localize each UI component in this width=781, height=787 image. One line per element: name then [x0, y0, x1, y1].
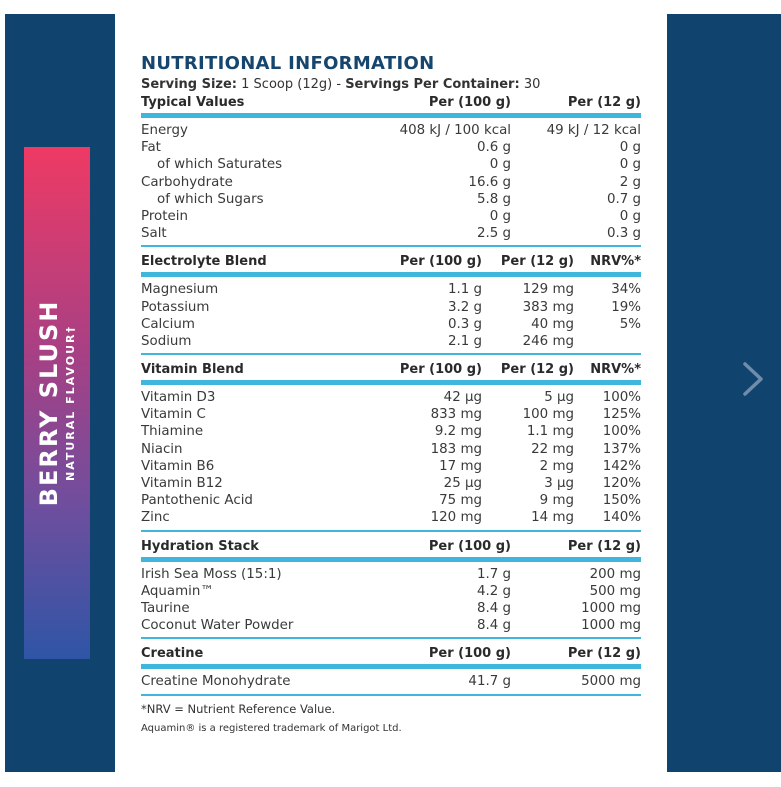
- nutrient-row: [141, 174, 641, 191]
- nutrient-name: Creatine Monohydrate: [141, 674, 291, 690]
- nutrient-per12: 0.3 g: [606, 226, 641, 242]
- vitamin-rows: [141, 385, 641, 532]
- nutrient-name: Niacin: [141, 441, 183, 457]
- nutrient-name: of which Sugars: [157, 191, 264, 207]
- nutrient-name: Taurine: [141, 600, 190, 616]
- nutrition-label: [141, 52, 641, 736]
- nutrient-row: [141, 389, 641, 406]
- column-header-name: Vitamin Blend: [141, 362, 244, 378]
- column-header-name: Creatine: [141, 646, 204, 662]
- nutrient-per12: 0 g: [619, 157, 641, 173]
- nutrient-nrv: 150%: [602, 493, 641, 509]
- label-title: NUTRITIONAL INFORMATION: [141, 53, 435, 74]
- column-header-name: Typical Values: [141, 95, 245, 110]
- column-header-nrv: NRV%*: [590, 362, 641, 378]
- nutrient-per12: 40 mg: [531, 316, 574, 332]
- nutrient-per12: 383 mg: [522, 299, 574, 315]
- nutrient-per100: 0.3 g: [447, 316, 482, 332]
- nutrient-row: [141, 122, 641, 139]
- nutrient-nrv: 140%: [602, 510, 641, 526]
- nutrient-per12: 5 µg: [544, 390, 574, 406]
- serving-size-value: 1 Scoop (12g): [241, 77, 333, 92]
- nutrient-row: [141, 406, 641, 423]
- creatine-header: [141, 644, 641, 669]
- nutrient-name: Vitamin C: [141, 407, 206, 423]
- nutrient-per100: 3.2 g: [447, 299, 482, 315]
- nutrient-per12: 1000 mg: [581, 600, 641, 616]
- nutrient-per100: 2.1 g: [447, 333, 482, 349]
- servings-label: Servings Per Container:: [345, 77, 520, 92]
- nutrient-row: [141, 509, 641, 526]
- column-header-nrv: NRV%*: [590, 254, 641, 270]
- nutrient-nrv: [574, 333, 641, 350]
- column-header-name: Electrolyte Blend: [141, 254, 267, 270]
- column-header-per12: Per (12 g): [567, 95, 641, 110]
- typical-values-rows: [141, 118, 641, 247]
- nutrient-nrv: 34%: [611, 282, 641, 298]
- nutrient-name: Aquamin™: [141, 583, 214, 599]
- nutrient-per12: 2 mg: [539, 458, 574, 474]
- flavour-note: NATURAL FLAVOUR†: [64, 325, 77, 481]
- nutrient-name: Pantothenic Acid: [141, 493, 253, 509]
- trademark-note: Aquamin® is a registered trademark of Marigot Ltd.: [141, 722, 402, 734]
- nutrient-row: [141, 225, 641, 242]
- nutrient-per12: 49 kJ / 12 kcal: [546, 123, 641, 138]
- nutrient-row: [141, 673, 641, 690]
- serving-info: [141, 76, 641, 93]
- column-header-per12: Per (12 g): [567, 538, 641, 554]
- nutrient-name: Coconut Water Powder: [141, 618, 294, 634]
- nutrient-name: Vitamin B12: [141, 476, 223, 491]
- nutrient-per12: 1000 mg: [581, 618, 641, 634]
- nutrient-per100: 8.4 g: [476, 618, 511, 634]
- column-header-name: Hydration Stack: [141, 538, 259, 554]
- nutrient-per100: 9.2 mg: [434, 424, 482, 440]
- electrolyte-header: [141, 252, 641, 277]
- nutrient-name: of which Saturates: [157, 157, 283, 173]
- column-header-per100: Per (100 g): [428, 538, 511, 554]
- nutrient-per100: 0.6 g: [476, 140, 511, 156]
- column-header-per12: Per (12 g): [567, 646, 641, 662]
- nutrient-per100: 1.7 g: [476, 566, 511, 582]
- nutrient-name: Calcium: [141, 316, 195, 332]
- nutrient-row: [141, 316, 641, 333]
- nutrient-name: Sodium: [141, 333, 192, 349]
- nutrient-per12: 500 mg: [589, 583, 641, 599]
- typical-values-header: [141, 93, 641, 118]
- nutrient-per100: 1.1 g: [447, 282, 482, 298]
- nutrient-row: [141, 281, 641, 298]
- column-header-per100: Per (100 g): [399, 254, 482, 270]
- vitamin-header: [141, 360, 641, 385]
- nutrient-per12: 0 g: [619, 208, 641, 224]
- nutrient-nrv: 19%: [611, 299, 641, 315]
- nutrient-name: Protein: [141, 208, 188, 224]
- flavour-label: [36, 300, 78, 507]
- nutrient-per12: 129 mg: [522, 282, 574, 298]
- serving-separator: -: [336, 77, 342, 92]
- nutrient-row: [141, 600, 641, 617]
- nutrient-nrv: 120%: [602, 476, 641, 491]
- flavour-name: BERRY SLUSH: [35, 299, 63, 507]
- nutrient-per100: 2.5 g: [476, 226, 511, 242]
- nutrient-per12: 200 mg: [589, 566, 641, 582]
- nutrient-per100: 17 mg: [439, 458, 482, 474]
- nutrient-row: [141, 475, 641, 492]
- nutrient-row: [141, 299, 641, 316]
- nutrient-per12: 1.1 mg: [526, 424, 574, 440]
- nutrient-row: [141, 458, 641, 475]
- column-header-per100: Per (100 g): [428, 646, 511, 662]
- nutrient-row: [141, 441, 641, 458]
- creatine-rows: [141, 669, 641, 695]
- nutrient-per100: 0 g: [489, 208, 511, 224]
- nutrient-name: Zinc: [141, 510, 170, 526]
- nutrient-row: [141, 566, 641, 583]
- nutrient-name: Magnesium: [141, 282, 219, 298]
- nutrient-per12: 14 mg: [531, 510, 574, 526]
- hydration-header: [141, 537, 641, 562]
- servings-value: 30: [523, 77, 541, 92]
- nutrient-name: Vitamin D3: [141, 390, 216, 406]
- nutrient-row: [141, 156, 641, 173]
- nutrient-per12: 100 mg: [522, 407, 574, 423]
- hydration-rows: [141, 562, 641, 640]
- nutrient-name: Irish Sea Moss (15:1): [141, 566, 282, 582]
- serving-size-label: Serving Size:: [141, 77, 238, 92]
- electrolyte-rows: [141, 277, 641, 355]
- nutrient-name: Salt: [141, 226, 167, 242]
- nutrient-row: [141, 617, 641, 634]
- nutrient-per100: 0 g: [489, 157, 511, 173]
- nutrient-name: Fat: [141, 140, 161, 156]
- nutrient-row: [141, 333, 641, 350]
- nutrient-per12: 5000 mg: [581, 674, 641, 690]
- nutrient-nrv: 100%: [602, 424, 641, 440]
- nutrient-nrv: 125%: [602, 407, 641, 423]
- nutrient-per100: 42 µg: [443, 390, 482, 406]
- nutrient-name: Energy: [141, 123, 188, 138]
- nutrient-per12: 0.7 g: [606, 191, 641, 207]
- column-header-per12: Per (12 g): [500, 362, 574, 378]
- nutrient-per100: 183 mg: [430, 441, 482, 457]
- nutrient-row: [141, 423, 641, 440]
- column-header-per100: Per (100 g): [428, 95, 511, 110]
- nutrient-row: [141, 191, 641, 208]
- nutrient-name: Thiamine: [141, 424, 204, 440]
- nutrient-per100: 5.8 g: [476, 191, 511, 207]
- nutrient-name: Potassium: [141, 299, 210, 315]
- nutrient-per100: 75 mg: [439, 493, 482, 509]
- nutrient-per100: 408 kJ / 100 kcal: [399, 123, 511, 138]
- nutrient-nrv: 5%: [619, 316, 641, 332]
- nutrient-row: [141, 208, 641, 225]
- column-header-per12: Per (12 g): [500, 254, 574, 270]
- nutrient-nrv: 137%: [602, 441, 641, 457]
- nutrient-per100: 120 mg: [430, 510, 482, 526]
- nutrient-row: [141, 583, 641, 600]
- nutrient-per100: 16.6 g: [468, 174, 511, 190]
- nutrient-per12: 246 mg: [522, 333, 574, 349]
- column-header-per100: Per (100 g): [399, 362, 482, 378]
- nutrient-per100: 8.4 g: [476, 600, 511, 616]
- nutrient-row: [141, 139, 641, 156]
- nutrient-per100: 4.2 g: [476, 583, 511, 599]
- nutrient-nrv: 142%: [602, 458, 641, 474]
- next-arrow-icon[interactable]: [740, 361, 766, 397]
- nutrient-per12: 0 g: [619, 140, 641, 156]
- nutrient-name: Vitamin B6: [141, 458, 215, 474]
- nutrient-nrv: 100%: [602, 390, 641, 406]
- nutrient-per100: 25 µg: [443, 476, 482, 491]
- nutrient-per12: 2 g: [619, 174, 641, 190]
- nrv-footnote: *NRV = Nutrient Reference Value.: [141, 701, 336, 716]
- nutrient-per12: 22 mg: [531, 441, 574, 457]
- nutrient-name: Carbohydrate: [141, 174, 233, 190]
- nutrient-per12: 9 mg: [539, 493, 574, 509]
- nutrient-per100: 833 mg: [430, 407, 482, 423]
- nutrient-row: [141, 492, 641, 509]
- nutrient-per12: 3 µg: [544, 476, 574, 491]
- nutrient-per100: 41.7 g: [468, 674, 511, 690]
